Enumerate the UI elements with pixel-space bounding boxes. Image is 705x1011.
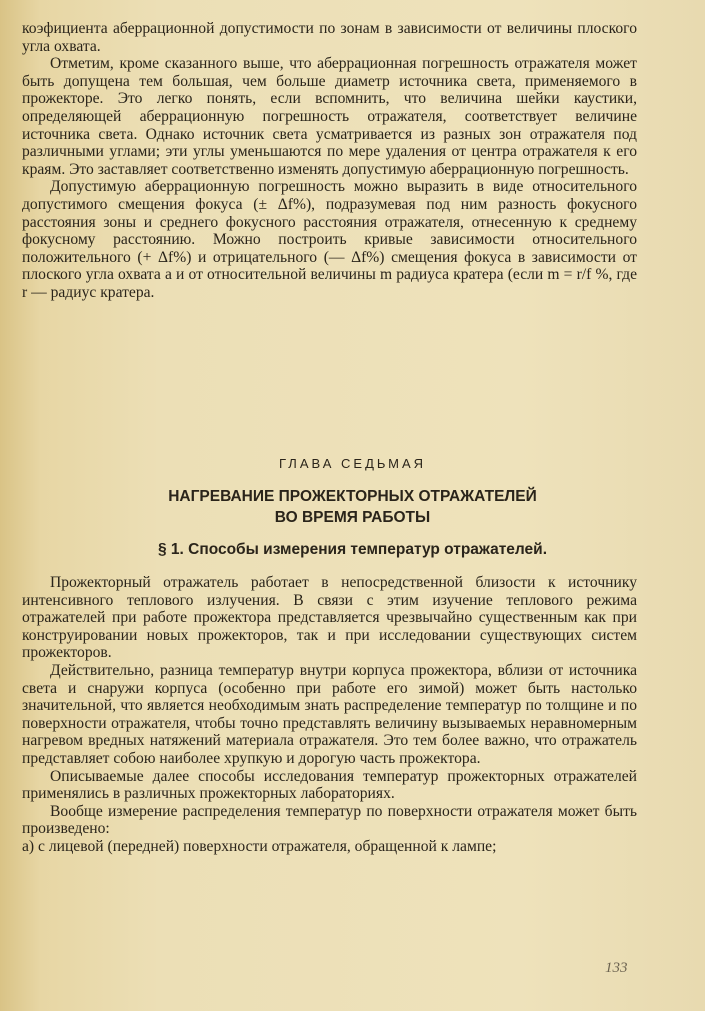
chapter-title: [60, 486, 645, 528]
chapter-label: ГЛАВА СЕДЬМАЯ: [278, 456, 427, 471]
top-text: [22, 20, 637, 302]
paragraph: Допустимую аберрационную погрешность можно выразить в виде относительного допустимого смещения фокуса (± Δf%), подразумевая под ним разность фокусного расстояния зоны и среднего фокусного расстояния отражателя, отнесенную к среднему фокусному расстоянию. Можно построить кривые зависимости относительного положительного (+ Δf%) и отрицательного (— Δf%) смещения фокуса в зависимости от плоского угла охвата a и от относительной величины m радиуса кратера (если m = r/f %, где r — радиус кратера.: [22, 178, 637, 301]
page-number: 133: [605, 960, 628, 976]
paragraph: Отметим, кроме сказанного выше, что аберрационная погрешность отражателя может быть допущена тем большая, чем больше диаметр источника света, применяемого в прожекторе. Это легко понять, если вспомнить, что величина шейки каустики, определяющей аберрационную погрешность отражателя, соответствует величине источника света. Однако источник света усматривается из разных зон отражателя под различными углами; эти углы уменьшаются по мере удаления от центра отражателя к его краям. Это заставляет соответственно изменять допустимую аберрационную погрешность.: [22, 55, 637, 178]
chapter-title-line: ВО ВРЕМЯ РАБОТЫ: [274, 509, 431, 526]
list-item: а) с лицевой (передней) поверхности отражателя, обращенной к лампе;: [22, 837, 497, 855]
paragraph: Действительно, разница температур внутри корпуса прожектора, вблизи от источника света и снаружи корпуса (особенно при работе его зимой) может быть настолько значительной, что является необходимым знать распределение температур по толщине и по поверхности отражателя, чтобы точно представлять величину вызываемых неравномерным нагревом вредных натяжений материала отражателя. Это тем более важно, что отражатель представляет собою наиболее хрупкую и дорогую часть прожектора.: [22, 661, 637, 767]
paragraph: коэфициента аберрационной допустимости по зонам в зависимости от величины плоского угла охвата.: [22, 20, 637, 55]
bottom-text: [22, 574, 637, 856]
section-title: § 1. Способы измерения температур отражателей.: [157, 541, 548, 558]
chapter-title-line: НАГРЕВАНИЕ ПРОЖЕКТОРНЫХ ОТРАЖАТЕЛЕЙ: [168, 488, 537, 505]
paragraph: Описываемые далее способы исследования температур прожекторных отражателей применялись в различных прожекторных лабораториях.: [22, 767, 637, 803]
paragraph: Вообще измерение распределения температур по поверхности отражателя может быть произведено:: [22, 802, 637, 838]
paragraph: Прожекторный отражатель работает в непосредственной близости к источнику интенсивного теплового излучения. В связи с этим изучение теплового режима отражателей при работе прожектора представляется чрезвычайно существенным как при конструировании новых прожекторов, так и при исследовании существующих систем прожекторов.: [22, 574, 637, 662]
